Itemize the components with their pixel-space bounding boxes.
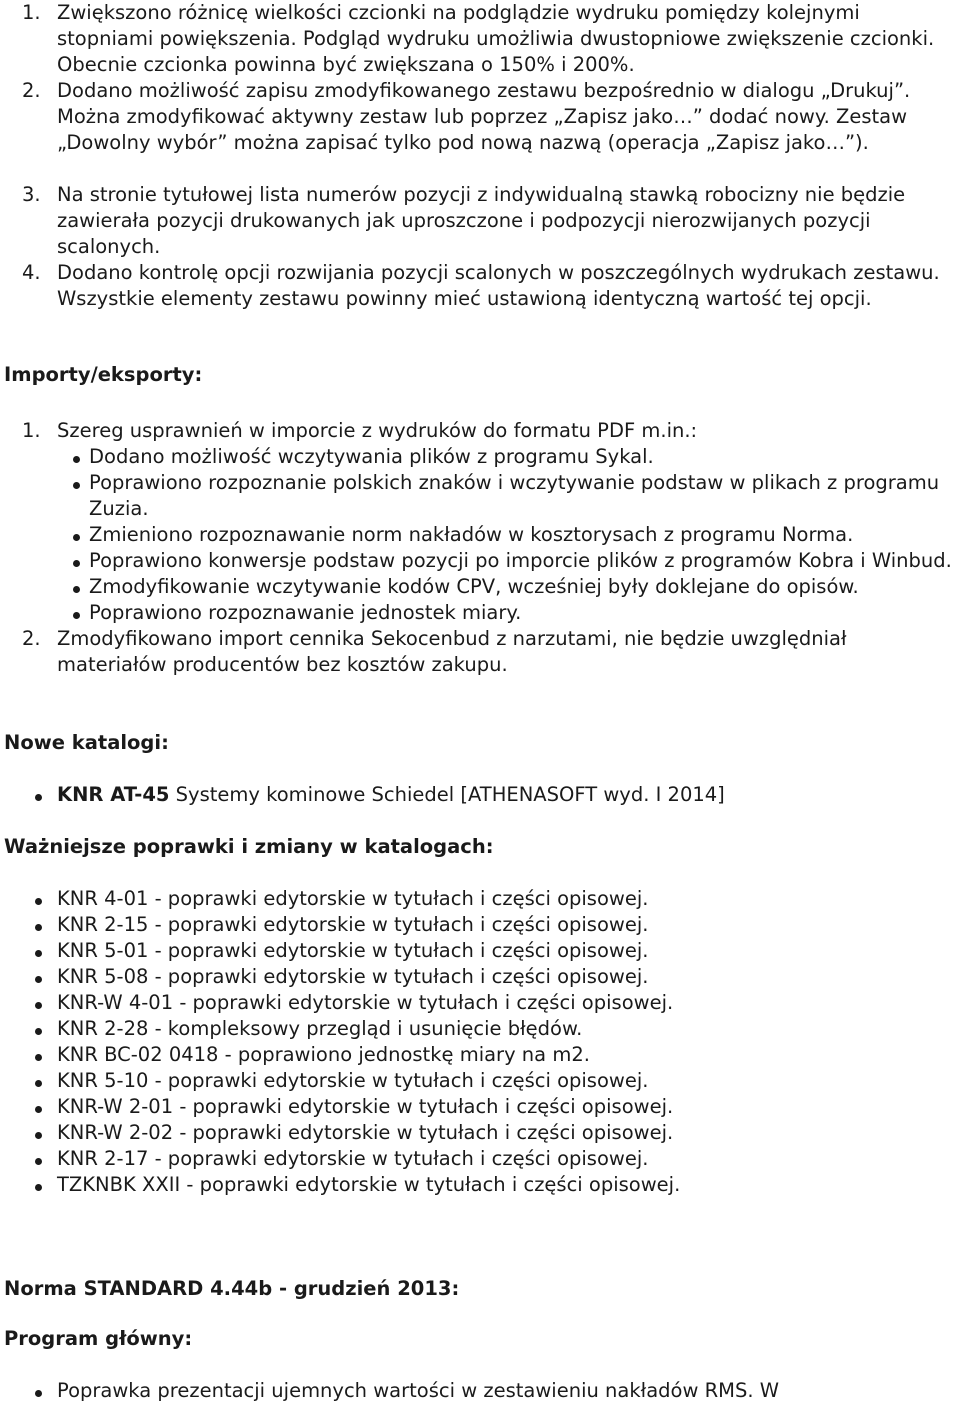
list-item: KNR 5-08 - poprawki edytorskie w tytułach i części opisowej. — [57, 964, 960, 990]
new-catalogs-section — [4, 730, 960, 756]
list-item: KNR BC-02 0418 - poprawiono jednostkę miary na m2. — [57, 1042, 960, 1068]
list-item: KNR-W 2-01 - poprawki edytorskie w tytułach i części opisowej. — [57, 1094, 960, 1120]
list-item: KNR-W 4-01 - poprawki edytorskie w tytułach i części opisowej. — [57, 990, 960, 1016]
list-item: Poprawka prezentacji ujemnych wartości w zestawieniu nakładów RMS. W — [57, 1378, 960, 1404]
list-item: 4. Dodano kontrolę opcji rozwijania pozycji scalonych w poszczególnych wydrukach zestawu. Wszystkie elementy zestawu powinny mieć ustawioną identyczną wartość tej opcji. — [22, 261, 940, 310]
section-heading: Importy/eksporty: — [4, 363, 203, 386]
section-heading: Ważniejsze poprawki i zmiany w katalogach: — [4, 835, 494, 858]
new-catalogs-list — [4, 782, 960, 808]
list-item: KNR 2-15 - poprawki edytorskie w tytułach i części opisowej. — [57, 912, 960, 938]
list-item: 1. Zwiększono różnicę wielkości czcionki na podglądzie wydruku pomiędzy kolejnymi stopniami powiększenia. Podgląd wydruku umożliwia dwustopniowe zwiększenie czcionki. Obecnie czcionka powinna być zwiększana o 150% i 200%. — [22, 1, 935, 76]
list-item: 2. Zmodyfikowano import cennika Sekocenbud z narzutami, nie będzie uwzględniał materiałów producentów bez kosztów zakupu. — [22, 627, 847, 676]
list-item-text: Zmodyfikowano import cennika Sekocenbud z narzutami, nie będzie uwzględniał materiałów producentów bez kosztów zakupu. — [57, 627, 847, 676]
imports-list — [4, 418, 960, 678]
list-item: 3. Na stronie tytułowej lista numerów pozycji z indywidualną stawką robocizny nie będzie zawierała pozycji drukowanych jak uproszczone i podpozycji nierozwijanych pozycji scalonych. — [22, 183, 906, 258]
section-heading: Norma STANDARD 4.44b - grudzień 2013: — [4, 1277, 460, 1300]
sub-list-item: Zmieniono rozpoznawanie norm nakładów w kosztorysach z programu Norma. — [89, 522, 960, 548]
list-item: KNR 2-28 - kompleksowy przegląd i usunięcie błędów. — [57, 1016, 960, 1042]
list-item: KNR-W 2-02 - poprawki edytorskie w tytułach i części opisowej. — [57, 1120, 960, 1146]
list-item: 2. Dodano możliwość zapisu zmodyfikowanego zestawu bezpośrednio w dialogu „Drukuj”. Można zmodyfikować aktywny zestaw lub poprzez „Zapisz jako…” dodać nowy. Zestaw „Dowolny wybór” można zapisać tylko pod nową nazwą (operacja „Zapisz jako…”). — [22, 79, 911, 154]
list-item: KNR 5-01 - poprawki edytorskie w tytułach i części opisowej. — [57, 938, 960, 964]
imports-section — [4, 362, 960, 388]
sub-list-item: Poprawiono konwersje podstaw pozycji po imporcie plików z programów Kobra i Winbud. — [89, 548, 960, 574]
list-item: KNR 4-01 - poprawki edytorskie w tytułach i części opisowej. — [57, 886, 960, 912]
list-item: KNR 5-10 - poprawki edytorskie w tytułach i części opisowej. — [57, 1068, 960, 1094]
sub-list-item: Poprawiono rozpoznawanie jednostek miary. — [89, 600, 960, 626]
norma-section — [4, 1276, 960, 1302]
first-numbered-list — [4, 0, 960, 338]
list-item-text: Dodano możliwość zapisu zmodyfikowanego zestawu bezpośrednio w dialogu „Drukuj”. Można zmodyfikować aktywny zestaw lub poprzez „Zapisz jako…” dodać nowy. Zestaw „Dowolny wybór” można zapisać tylko pod nową nazwą (operacja „Zapisz jako…”). — [57, 79, 911, 154]
section-heading: Program główny: — [4, 1327, 193, 1350]
sub-list — [4, 444, 960, 626]
list-item: TZKNBK XXII - poprawki edytorskie w tytułach i części opisowej. — [57, 1172, 960, 1198]
section-heading: Nowe katalogi: — [4, 731, 169, 754]
list-item-text: Zwiększono różnicę wielkości czcionki na podglądzie wydruku pomiędzy kolejnymi stopniami powiększenia. Podgląd wydruku umożliwia dwustopniowe zwiększenie czcionki. Obecnie czcionka powinna być zwiększana o 150% i 200%. — [57, 1, 935, 76]
program-list — [4, 1378, 960, 1404]
changes-section — [4, 834, 960, 860]
list-item-text: Szereg usprawnień w imporcie z wydruków do formatu PDF m.in.: — [57, 419, 698, 442]
list-item-text: Dodano kontrolę opcji rozwijania pozycji scalonych w poszczególnych wydrukach zestawu. Wszystkie elementy zestawu powinny mieć ustawioną identyczną wartość tej opcji. — [57, 261, 940, 310]
list-item: 1. Szereg usprawnień w imporcie z wydruków do formatu PDF m.in.: — [22, 419, 698, 442]
list-item — [57, 782, 960, 808]
program-section — [4, 1326, 960, 1352]
changes-list — [4, 886, 960, 1198]
sub-list-item: Poprawiono rozpoznanie polskich znaków i wczytywanie podstaw w plikach z programu Zuzia. — [89, 470, 960, 522]
list-item-text: Na stronie tytułowej lista numerów pozycji z indywidualną stawką robocizny nie będzie zawierała pozycji drukowanych jak uproszczone i podpozycji nierozwijanych pozycji scalonych. — [57, 183, 906, 258]
catalog-code: KNR AT-45 — [57, 783, 170, 806]
list-item: KNR 2-17 - poprawki edytorskie w tytułach i części opisowej. — [57, 1146, 960, 1172]
sub-list-item: Zmodyfikowanie wczytywanie kodów CPV, wcześniej były doklejane do opisów. — [89, 574, 960, 600]
catalog-description: Systemy kominowe Schiedel [ATHENASOFT wyd. I 2014] — [169, 783, 725, 806]
sub-list-item: Dodano możliwość wczytywania plików z programu Sykal. — [89, 444, 960, 470]
